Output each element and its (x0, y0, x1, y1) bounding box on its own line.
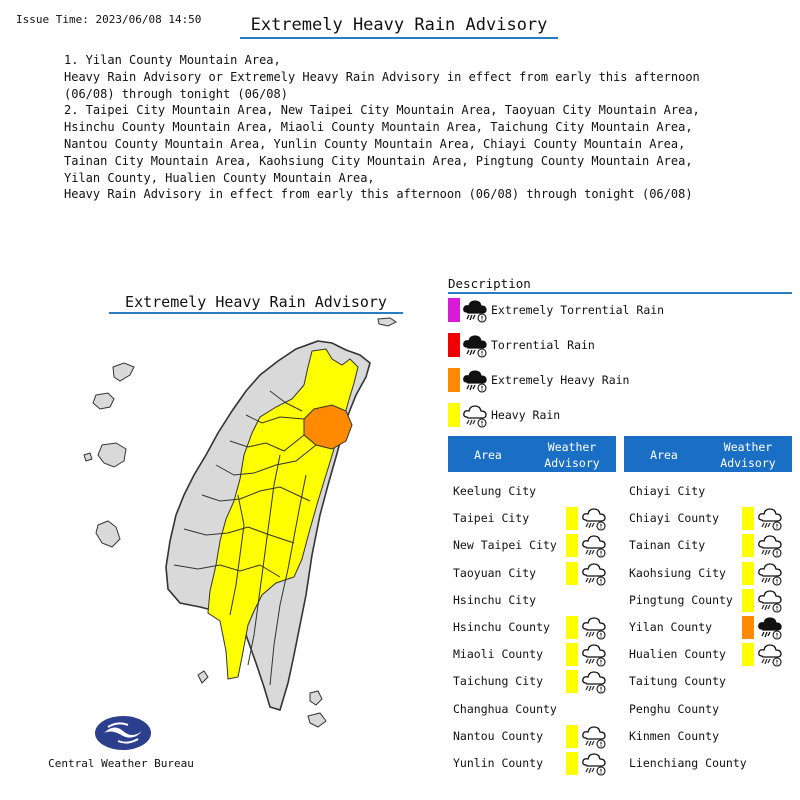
area-name: Taipei City (453, 511, 530, 526)
advisory-line: 2. Taipei City Mountain Area, New Taipei City Mountain Area, Taoyuan City Mountain Area, (64, 103, 700, 118)
advisory-level-swatch (566, 616, 578, 639)
taiwan-advisory-map (80, 315, 400, 735)
heavy-rain-icon (757, 506, 783, 532)
area-row (624, 533, 792, 560)
heavy-rain-icon (462, 403, 488, 429)
advisory-level-swatch (742, 643, 754, 666)
area-row (624, 615, 792, 642)
issue-time: Issue Time: 2023/06/08 14:50 (16, 13, 202, 26)
advisory-level-swatch (566, 562, 578, 585)
advisory-level-swatch (742, 534, 754, 557)
island-penghu-2 (84, 453, 92, 461)
area-name: Pingtung County (629, 592, 733, 607)
heavy-rain-icon (757, 588, 783, 614)
advisory-level-swatch (566, 725, 578, 748)
area-row (448, 533, 616, 560)
island-orchid (308, 713, 326, 727)
island-liuqiu (198, 671, 208, 683)
extremely-heavy-rain-icon (462, 368, 488, 394)
area-row (448, 479, 616, 506)
heavy-rain-icon (581, 724, 607, 750)
heavy-rain-icon (757, 533, 783, 559)
area-name: Miaoli County (453, 647, 544, 662)
area-name: Changhua County (453, 701, 557, 716)
area-row (448, 642, 616, 669)
advisory-line: 1. Yilan County Mountain Area, (64, 53, 281, 67)
area-row (448, 697, 616, 724)
agency-name: Central Weather Bureau (48, 757, 194, 770)
extremely-heavy-rain-icon (757, 615, 783, 641)
heavy-rain-icon (581, 561, 607, 587)
advisory-text (64, 52, 700, 203)
heavy-rain-icon (581, 669, 607, 695)
advisory-line: Yilan County, Hualien County Mountain Area, (64, 170, 375, 185)
legend-swatch (448, 298, 460, 322)
island-matsu-1 (378, 318, 396, 326)
legend-swatch (448, 368, 460, 392)
island-kinmen-2 (93, 393, 114, 409)
area-row (624, 479, 792, 506)
extremely-torrential-rain-icon (462, 298, 488, 324)
page-title: Extremely Heavy Rain Advisory (240, 15, 558, 39)
description-title: Description (448, 276, 531, 291)
heavy-rain-icon (757, 561, 783, 587)
heavy-rain-icon (581, 533, 607, 559)
area-name: Penghu County (629, 701, 720, 716)
area-name: New Taipei City (453, 538, 557, 553)
weather-advisory-header: Weather Advisory (720, 440, 776, 470)
right-table-header (624, 436, 792, 472)
area-row (624, 642, 792, 669)
torrential-rain-icon (462, 333, 488, 359)
area-name: Taitung County (629, 674, 726, 689)
legend-label: Extremely Heavy Rain (491, 373, 630, 387)
area-name: Hualien County (629, 647, 726, 662)
advisory-level-swatch (742, 616, 754, 639)
left-table-header (448, 436, 616, 472)
cwb-logo (94, 715, 152, 751)
area-name: Kaohsiung City (629, 565, 726, 580)
advisory-line: Heavy Rain Advisory in effect from early this afternoon (06/08) through tonight (06/08) (64, 187, 693, 202)
heavy-rain-icon (581, 642, 607, 668)
area-row (624, 506, 792, 533)
heavy-rain-icon (757, 642, 783, 668)
island-penghu-1 (98, 443, 126, 467)
advisory-line: Tainan City Mountain Area, Kaohsiung City Mountain Area, Pingtung County Mountain Area, (64, 153, 693, 168)
area-name: Lienchiang County (629, 756, 747, 770)
area-name: Keelung City (453, 484, 537, 498)
advisory-level-swatch (566, 670, 578, 693)
area-row (624, 751, 792, 778)
area-header: Area (474, 448, 502, 462)
area-name: Taoyuan City (453, 565, 537, 580)
area-row (448, 615, 616, 642)
advisory-level-swatch (742, 562, 754, 585)
description-divider (448, 292, 792, 294)
advisory-line: (06/08) through tonight (06/08) (64, 86, 288, 101)
area-name: Taichung City (453, 674, 544, 689)
island-green (310, 691, 322, 705)
advisory-level-swatch (566, 507, 578, 530)
area-name: Hsinchu City (453, 592, 537, 607)
advisory-level-swatch (566, 643, 578, 666)
advisory-line: Hsinchu County Mountain Area, Miaoli County Mountain Area, Taichung City Mountain Area, (64, 120, 693, 135)
heavy-rain-icon (581, 506, 607, 532)
advisory-line: Heavy Rain Advisory or Extremely Heavy Rain Advisory in effect from early this afternoon (64, 69, 700, 84)
area-name: Kinmen County (629, 728, 720, 743)
weather-advisory-header: Weather Advisory (544, 440, 600, 470)
area-row (448, 724, 616, 751)
area-name: Yilan County (629, 620, 713, 634)
area-row (624, 669, 792, 696)
area-name: Yunlin County (453, 756, 544, 770)
area-row (448, 588, 616, 615)
area-row (448, 561, 616, 588)
area-row (448, 669, 616, 696)
legend-label: Heavy Rain (491, 408, 561, 422)
advisory-line: Nantou County Mountain Area, Yunlin County Mountain Area, Chiayi County Mountain Area, (64, 136, 686, 151)
area-name: Tainan City (629, 538, 706, 553)
area-name: Nantou County (453, 728, 544, 743)
island-penghu-3 (96, 521, 120, 547)
area-name: Chiayi City (629, 484, 706, 498)
area-row (448, 751, 616, 778)
area-row (624, 561, 792, 588)
area-row (448, 506, 616, 533)
map-title: Extremely Heavy Rain Advisory (109, 293, 403, 314)
area-row (624, 697, 792, 724)
area-header: Area (650, 448, 678, 462)
advisory-level-swatch (742, 507, 754, 530)
heavy-rain-icon (581, 615, 607, 641)
island-kinmen-1 (113, 363, 134, 381)
legend-label: Torrential Rain (491, 338, 595, 352)
advisory-level-swatch (566, 534, 578, 557)
legend-swatch (448, 333, 460, 357)
advisory-level-swatch (566, 752, 578, 775)
legend-swatch (448, 403, 460, 427)
advisory-level-swatch (742, 589, 754, 612)
area-name: Chiayi County (629, 511, 720, 526)
area-name: Hsinchu County (453, 620, 550, 634)
area-row (624, 724, 792, 751)
heavy-rain-icon (581, 751, 607, 777)
area-row (624, 588, 792, 615)
legend-label: Extremely Torrential Rain (491, 303, 665, 317)
